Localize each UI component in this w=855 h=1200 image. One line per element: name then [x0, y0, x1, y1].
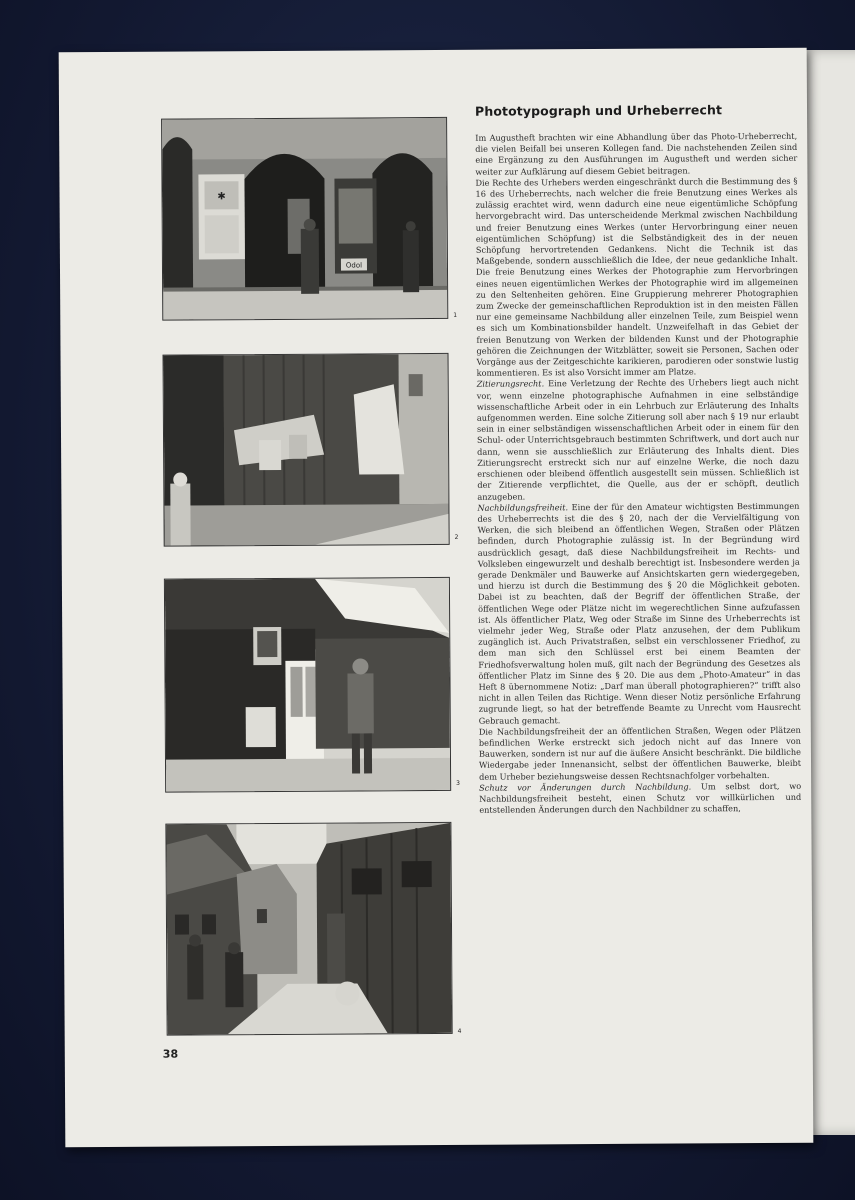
- figure-number-3: 3: [456, 779, 460, 787]
- paragraph-protection-text: Um selbst dort, wo Nachbildungsfreiheit besteht, einen Schutz vor willkürlichen und entstellenden Änderungen durch den Nachbildner zu schaffen,: [479, 780, 802, 815]
- paragraph-protection: [479, 781, 801, 817]
- run-in-head-protection: Schutz vor Änderungen durch Nachbildung.: [479, 781, 692, 793]
- paragraph-restrictions: Die Rechte des Urhebers werden eingeschränkt durch die Bestimmung des § 16 des Urheberrechts, nach welcher die freie Benutzung eines Werkes als zulässig erachtet wird, wenn dadurch eine neue eigentümliche Schöpfung hervorgebracht wird. Das unterscheidende Merkmal zwischen Nachbildung und freier Benutzung eines Werkes (unter Hervorbringung einer neuen eigentümlichen Schöpfung) ist die Selbständigkeit des in der neuen Schöpfung hervortretenden Gedankens. Nicht die Technik ist das Maßgebende, sondern ausschließlich die Idee, der neue gedankliche Inhalt. Die freie Benutzung eines Werkes der Photographie zum Hervorbringen eines neuen eigentümlichen Werkes der Photographie wird im allgemeinen zu den Seltenheiten gehören. Eine Gruppierung mehrerer Photographien zum Zwecke der gemeinschaftlichen Reproduktion ist in den meisten Fällen nur eine gemeinsame Nachbildung aller einzelnen Teile, zum Beispiel wenn es sich um Kombinationsbilder handelt. Unzweifelhaft in das Gebiet der freien Benutzung von Werken der bildenden Kunst und der Photographie gehören die Zeichnungen der Witzblätter, soweit sie Personen, Sachen oder Vorgänge aus der Zeitgeschichte karikieren, parodieren oder sonstwie lustig kommentieren. Es ist also Vorsicht immer am Platze.: [475, 175, 799, 379]
- run-in-head-reproduction: Nachbildungsfreiheit.: [477, 501, 569, 513]
- article-column: [475, 102, 801, 816]
- magazine-page: [59, 48, 814, 1148]
- paragraph-citation-text: Eine Verletzung der Rechte des Urhebers liegt auch nicht vor, wenn einzelne photographische Aufnahmen in eine selbständige wissenschaftliche Arbeit oder in ein Lehrbuch zur Erläuterung des Inhalts aufgenommen werden. Eine solche Zitierung soll aber nach § 19 nur erlaubt sein in einer selbständigen wissenschaftlichen Arbeit oder in einem für den Schul- oder Unterrichtsgebrauch bestimmten Schriftwerk, und dort auch nur dann, wenn sie ausschließlich zur Erläuterung des Inhalts dient. Dies Zitierungsrecht erstreckt sich nur auf einzelne Werke, die noch dazu erschienen oder bleibend öffentlich ausgestellt sein müssen. Schließlich ist der Zitierende verpflichtet, die Quelle, aus der er schöpft, deutlich anzugeben.: [476, 377, 800, 502]
- run-in-head-citation: Zitierungsrecht.: [476, 378, 545, 390]
- page-number: 38: [162, 1047, 179, 1061]
- photo-storefront: [161, 117, 448, 321]
- figure-number-4: 4: [457, 1027, 462, 1035]
- svg-text:✱: ✱: [217, 191, 226, 203]
- photo-old-town-street: [165, 822, 452, 1036]
- photo-laundry-lane: [163, 353, 450, 547]
- figure-number-2: 2: [454, 533, 459, 541]
- odol-sign-text: Odol: [345, 261, 363, 270]
- paragraph-citation: [477, 377, 800, 502]
- paragraph-reproduction-freedom: [477, 500, 800, 726]
- figure-number-1: 1: [453, 311, 458, 319]
- paragraph-reproduction-text: Eine der für den Amateur wichtigsten Bestimmungen des Urheberrechts ist die des § 20, nach der die Vervielfältigung von Werken, die sich bleibend an öffentlichen Wegen, Straßen oder Plätzen befinden, durch Photographie zulässig ist. In der Begründung wird ausdrücklich gesagt, daß diese Nachbildungsfreiheit im Rechts- und Volksleben eingewurzelt und deshalb berechtigt ist. Insbesondere werden ja gerade Denkmäler und Bauwerke auf Ansichtskarten gern wiedergegeben, und hierzu ist durch die Bestimmung des § 20 die Möglichkeit geboten. Dabei ist zu beachten, daß der Begriff der öffentlichen Straße, der öffentlichen Wege oder Plätze nicht im wegerechtlichen Sinne aufzufassen ist. Als öffentlicher Platz, Weg oder Straße im Sinne des Urheberrechts ist vielmehr jeder Weg, Straße oder Platz anzusehen, der dem Publikum zugänglich ist. Auch Privatstraßen, selbst ein verschlossener Friedhof, zu dem man sich den Schlüssel erst bei einem Beamten der Friedhofsverwaltung holen muß, gilt nach der Begründung des Gesetzes als öffentlicher Platz im Sinne des § 20. Die aus dem „Photo-Amateur“ in das Heft 8 übernommene Notiz: „Darf man überall photographieren?“ trifft also nicht in allen Teilen das Richtige. Wenn dieser Notiz persönliche Erfahrung zugrunde liegt, so hat der betreffende Beamte zu Unrecht vom Hausrecht Gebrauch gemacht.: [477, 500, 801, 726]
- photo-market-stall: [164, 577, 451, 793]
- paragraph-interior: Die Nachbildungsfreiheit der an öffentlichen Straßen, Wegen oder Plätzen befindlichen Werke erstreckt sich jedoch nicht auf das Innere von Bauwerken, sondern ist nur auf die äußere Ansicht beschränkt. Die bildliche Wiedergabe jeder Innenansicht, selbst der öffentlichen Bauwerke, bleibt dem Urheber beziehungsweise dessen Rechtsnachfolger vorbehalten.: [478, 724, 802, 782]
- article-title: Phototypograph und Urheberrecht: [474, 102, 723, 119]
- paragraph-intro: Im Augustheft brachten wir eine Abhandlung über das Photo-Urheberrecht, die vielen Beifall bei unseren Kollegen fand. Die nachstehenden Zeilen sind eine Ergänzung zu den Ausführungen im Augustheft und werden sicher weiter zur Aufklärung auf diesem Gebiet beitragen.: [475, 130, 798, 177]
